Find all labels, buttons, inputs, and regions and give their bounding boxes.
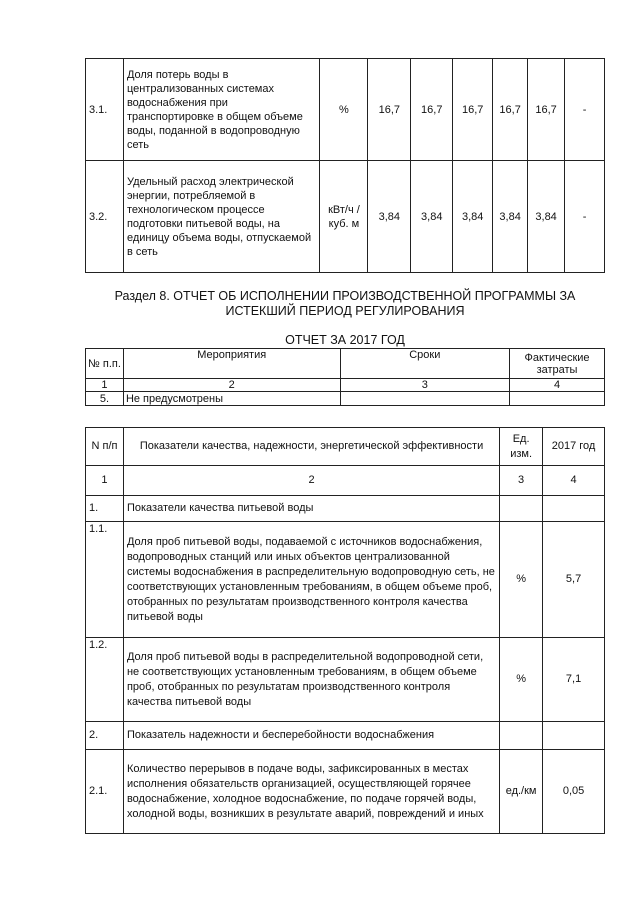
unit-cell: ед./км (500, 750, 543, 834)
index-cell: 1 (86, 379, 124, 392)
index-cell: 3 (500, 466, 543, 496)
index-cell: 1 (86, 466, 124, 496)
row-number: 3.2. (86, 161, 124, 273)
report-table (85, 348, 605, 406)
header-num: № п.п. (86, 349, 124, 379)
header-measures: Мероприятия (123, 349, 340, 379)
measures-cell: Не предусмотрены (123, 392, 340, 406)
value-cell: 3,84 (528, 161, 565, 273)
header-unit: Ед. изм. (500, 428, 543, 466)
value-cell: 3,84 (411, 161, 453, 273)
value-cell: 16,7 (493, 59, 528, 161)
value-cell: 3,84 (368, 161, 411, 273)
indicator-text: Доля потерь воды в централизованных системах водоснабжения при транспортировке в общем объеме воды, поданной в водопроводную сеть (123, 59, 320, 161)
header-terms: Сроки (340, 349, 510, 379)
value-cell: 7,1 (543, 638, 605, 722)
index-cell: 3 (340, 379, 510, 392)
value-cell: 16,7 (411, 59, 453, 161)
indicator-text: Удельный расход электрической энергии, потребляемой в технологическом процессе подготовки питьевой воды, на единицу объема воды, отпускаемой в сеть (123, 161, 320, 273)
value-cell (543, 722, 605, 750)
table-row (86, 722, 605, 750)
quality-indicators-table (85, 427, 605, 834)
table-row (86, 161, 605, 273)
value-cell: 16,7 (368, 59, 411, 161)
value-cell: 5,7 (543, 522, 605, 638)
section-heading: Раздел 8. ОТЧЕТ ОБ ИСПОЛНЕНИИ ПРОИЗВОДСТВЕННОЙ ПРОГРАММЫ ЗА ИСТЕКШИЙ ПЕРИОД РЕГУЛИРОВАНИЯ (114, 289, 576, 318)
terms-cell (340, 392, 510, 406)
row-number: 3.1. (86, 59, 124, 161)
index-cell: 2 (123, 466, 499, 496)
table-row (86, 638, 605, 722)
unit-cell: кВт/ч /куб. м (320, 161, 368, 273)
value-cell (543, 496, 605, 522)
value-cell: 16,7 (528, 59, 565, 161)
table-index-row (86, 379, 605, 392)
table-row (86, 496, 605, 522)
indicator-text: Доля проб питьевой воды, подаваемой с источников водоснабжения, водопроводных станций или иных объектов централизованной системы водоснабжения в распределительную водопроводную сеть, не соответствующих установленным требованиям, в общем объеме проб, отобранных по результатам производственного контроля качества питьевой воды (123, 522, 499, 638)
value-cell: 16,7 (453, 59, 493, 161)
table-row (86, 750, 605, 834)
index-cell: 4 (543, 466, 605, 496)
value-cell: - (565, 59, 605, 161)
table-header-row (86, 428, 605, 466)
indicator-text: Доля проб питьевой воды в распределительной водопроводной сети, не соответствующих установленным требованиям, в общем объеме проб, отобранных по результатам производственного контроля качества питьевой воды (123, 638, 499, 722)
row-number: 2. (86, 722, 124, 750)
value-cell: 3,84 (453, 161, 493, 273)
unit-cell: % (320, 59, 368, 161)
value-cell: 0,05 (543, 750, 605, 834)
table-row (86, 392, 605, 406)
indicator-text: Показатели качества питьевой воды (123, 496, 499, 522)
unit-cell: % (500, 638, 543, 722)
row-number: 1. (86, 496, 124, 522)
unit-cell: % (500, 522, 543, 638)
row-number: 1.1. (86, 522, 124, 638)
row-number: 1.2. (86, 638, 124, 722)
table-header-row (86, 349, 605, 379)
costs-cell (510, 392, 605, 406)
indicators-table-top (85, 58, 605, 273)
indicator-text: Количество перерывов в подаче воды, зафиксированных в местах исполнения обязательств организацией, осуществляющей горячее водоснабжение, холодное водоснабжение, по подаче горячей воды, холодной воды, возникших в результате аварий, повреждений и иных (123, 750, 499, 834)
index-cell: 2 (123, 379, 340, 392)
header-num: N п/п (86, 428, 124, 466)
unit-cell (500, 722, 543, 750)
value-cell: 3,84 (493, 161, 528, 273)
report-heading: ОТЧЕТ ЗА 2017 ГОД (285, 333, 405, 347)
row-number: 5. (86, 392, 124, 406)
table-row (86, 59, 605, 161)
index-cell: 4 (510, 379, 605, 392)
row-number: 2.1. (86, 750, 124, 834)
indicator-text: Показатель надежности и бесперебойности водоснабжения (123, 722, 499, 750)
unit-cell (500, 496, 543, 522)
header-costs: Фактические затраты (510, 349, 605, 379)
value-cell: - (565, 161, 605, 273)
header-year: 2017 год (543, 428, 605, 466)
header-indicator: Показатели качества, надежности, энергетической эффективности (123, 428, 499, 466)
table-row (86, 522, 605, 638)
table-index-row (86, 466, 605, 496)
